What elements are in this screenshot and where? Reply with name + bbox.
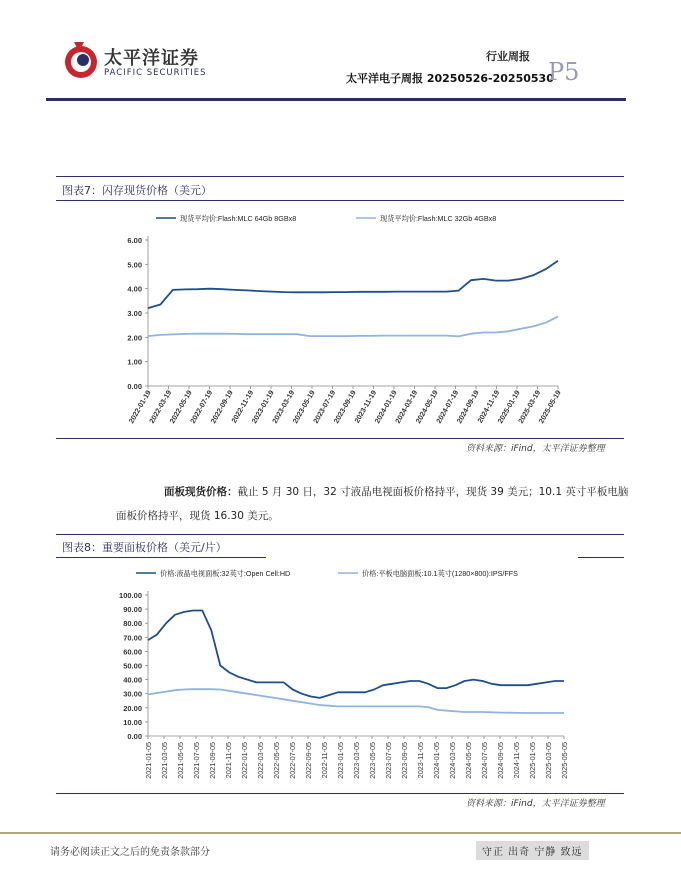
figure7-y-tick-label: 3.00 <box>127 309 142 318</box>
figure7-y-tick-label: 4.00 <box>127 284 142 294</box>
figure8-x-tick-label: 2022-07-05 <box>288 742 297 779</box>
figure7-y-tick-label: 1.00 <box>127 357 142 367</box>
logo-text-cn: 太平洋证券 <box>104 48 199 69</box>
figure8-top-rule <box>56 534 624 535</box>
header <box>0 0 681 105</box>
figure7-title: 图表7：闪存现货价格（美元） <box>62 184 212 197</box>
figure8-y-tick-label: 20.00 <box>123 703 142 713</box>
paragraph-lead: 面板现货价格： <box>164 486 238 498</box>
figure8-x-tick-label: 2023-03-05 <box>352 742 361 779</box>
figure7-x-tick-label: 2022-11-19 <box>229 388 256 425</box>
figure8-legend-label-1: 价格:平板电脑面板:10.1英寸(1280×800):IPS/FFS <box>362 569 518 578</box>
figure8-x-tick-label: 2025-05-05 <box>560 742 569 779</box>
figure8-x-tick-label: 2021-09-05 <box>208 742 217 779</box>
figure7-title-rule <box>56 200 624 201</box>
figure8-title-rule-right <box>578 557 624 558</box>
footer-rule <box>0 832 681 834</box>
figure7-x-tick-label: 2023-03-19 <box>270 388 297 425</box>
figure8-x-tick-label: 2021-05-05 <box>176 742 185 779</box>
figure7-x-tick-label: 2022-03-19 <box>147 388 174 425</box>
figure7-series-line-0 <box>148 261 558 308</box>
figure7-top-rule <box>56 176 624 177</box>
figure7-x-tick-label: 2025-05-19 <box>536 388 563 425</box>
figure8-title-rule-left <box>56 557 266 558</box>
figure8-x-tick-label: 2023-09-05 <box>400 742 409 779</box>
figure8-x-tick-label: 2022-11-05 <box>320 742 329 779</box>
figure8-x-tick-label: 2021-11-05 <box>224 742 233 779</box>
figure7-legend-label-0: 现货平均价:Flash:MLC 64Gb 8GBx8 <box>180 214 297 223</box>
figure8-y-tick-label: 50.00 <box>123 661 142 671</box>
figure8-y-tick-label: 60.00 <box>123 647 142 657</box>
figure8-x-tick-label: 2023-05-05 <box>368 742 377 779</box>
figure7-legend-label-1: 现货平均价:Flash:MLC 32Gb 4GBx8 <box>380 214 497 223</box>
report-title: 太平洋电子周报 20250526-20250530 <box>346 72 554 85</box>
figure7-x-tick-label: 2023-07-19 <box>311 388 338 425</box>
figure8-x-tick-label: 2023-11-05 <box>416 742 425 779</box>
figure8-y-tick-label: 100.00 <box>119 591 142 600</box>
figure8-y-tick-label: 40.00 <box>123 675 142 685</box>
figure7-x-tick-label: 2022-05-19 <box>167 388 194 425</box>
header-rule <box>46 98 626 101</box>
figure7-y-tick-label: 6.00 <box>127 236 142 245</box>
figure8-x-tick-label: 2021-01-05 <box>144 742 153 779</box>
figure7-y-tick-label: 2.00 <box>127 333 142 343</box>
figure8-y-tick-label: 90.00 <box>123 605 142 615</box>
figure8-y-tick-label: 70.00 <box>123 633 142 643</box>
figure8-bottom-rule <box>56 793 624 794</box>
figure8-series-line-0 <box>148 611 564 698</box>
figure7-y-tick-label: 0.00 <box>127 382 142 391</box>
logo-text-en: PACIFIC SECURITIES <box>104 68 207 78</box>
figure8-x-tick-label: 2024-01-05 <box>432 742 441 779</box>
figure8-title: 图表8：重要面板价格（美元/片） <box>62 541 227 554</box>
figure8-y-tick-label: 0.00 <box>127 732 142 741</box>
figure8-x-tick-label: 2021-07-05 <box>192 742 201 779</box>
figure7-x-tick-label: 2022-07-19 <box>188 388 215 425</box>
figure7-x-tick-label: 2023-11-19 <box>352 388 379 425</box>
figure7-bottom-rule <box>56 438 624 439</box>
figure7-source: 资料来源：iFind，太平洋证券整理 <box>466 444 605 454</box>
figure8-chart <box>56 559 624 793</box>
figure8-x-tick-label: 2023-07-05 <box>384 742 393 779</box>
figure8-x-tick-label: 2025-01-05 <box>528 742 537 779</box>
figure7-x-tick-label: 2024-07-19 <box>434 388 461 425</box>
footer-disclaimer: 请务必阅读正文之后的免责条款部分 <box>50 847 210 858</box>
figure7-x-tick-label: 2024-05-19 <box>413 388 440 425</box>
logo-icon <box>62 38 100 82</box>
figure8-x-tick-label: 2022-05-05 <box>272 742 281 779</box>
figure7-x-tick-label: 2023-01-19 <box>249 388 276 425</box>
figure7-x-tick-label: 2024-03-19 <box>393 388 420 425</box>
figure7-x-tick-label: 2024-11-19 <box>475 388 502 425</box>
paragraph-text: 截止 5 月 30 日，32 寸液晶电视面板价格持平，现货 39 美元；10.1 英寸平板电脑面板价格持平，现货 16.30 美元。 <box>116 486 629 522</box>
figure7-x-tick-label: 2022-01-19 <box>126 388 153 425</box>
figure7-x-tick-label: 2024-01-19 <box>372 388 399 425</box>
figure8-y-tick-label: 30.00 <box>123 689 142 699</box>
figure8-x-tick-label: 2025-03-05 <box>544 742 553 779</box>
figure8-x-tick-label: 2022-03-05 <box>256 742 265 779</box>
figure8-x-tick-label: 2024-11-05 <box>512 742 521 779</box>
figure8-x-tick-label: 2023-01-05 <box>336 742 345 779</box>
figure7-x-tick-label: 2025-01-19 <box>495 388 522 425</box>
figure7-x-tick-label: 2023-05-19 <box>290 388 317 425</box>
figure7-y-tick-label: 5.00 <box>127 260 142 270</box>
figure7-x-tick-label: 2023-09-19 <box>331 388 358 425</box>
figure8-x-tick-label: 2024-07-05 <box>480 742 489 779</box>
figure7-chart <box>56 202 624 438</box>
figure8-legend-label-0: 价格:液晶电视面板:32英寸:Open Cell:HD <box>160 569 291 578</box>
figure7-x-tick-label: 2025-03-19 <box>516 388 543 425</box>
figure8-x-tick-label: 2024-03-05 <box>448 742 457 779</box>
figure8-x-tick-label: 2021-03-05 <box>160 742 169 779</box>
figure8-x-tick-label: 2022-09-05 <box>304 742 313 779</box>
report-category: 行业周报 <box>486 50 530 63</box>
figure8-x-tick-label: 2024-09-05 <box>496 742 505 779</box>
figure8-x-tick-label: 2022-01-05 <box>240 742 249 779</box>
figure8-y-tick-label: 80.00 <box>123 619 142 629</box>
footer-motto: 守正 出奇 宁静 致远 <box>476 841 589 860</box>
panel-price-paragraph <box>116 480 634 528</box>
figure8-source: 资料来源：iFind，太平洋证券整理 <box>466 799 605 809</box>
page-number: P5 <box>548 58 580 86</box>
figure7-x-tick-label: 2022-09-19 <box>208 388 235 425</box>
figure7-x-tick-label: 2024-09-19 <box>454 388 481 425</box>
figure8-x-tick-label: 2024-05-05 <box>464 742 473 779</box>
figure8-y-tick-label: 10.00 <box>123 717 142 727</box>
figure7-series-line-1 <box>148 317 558 337</box>
